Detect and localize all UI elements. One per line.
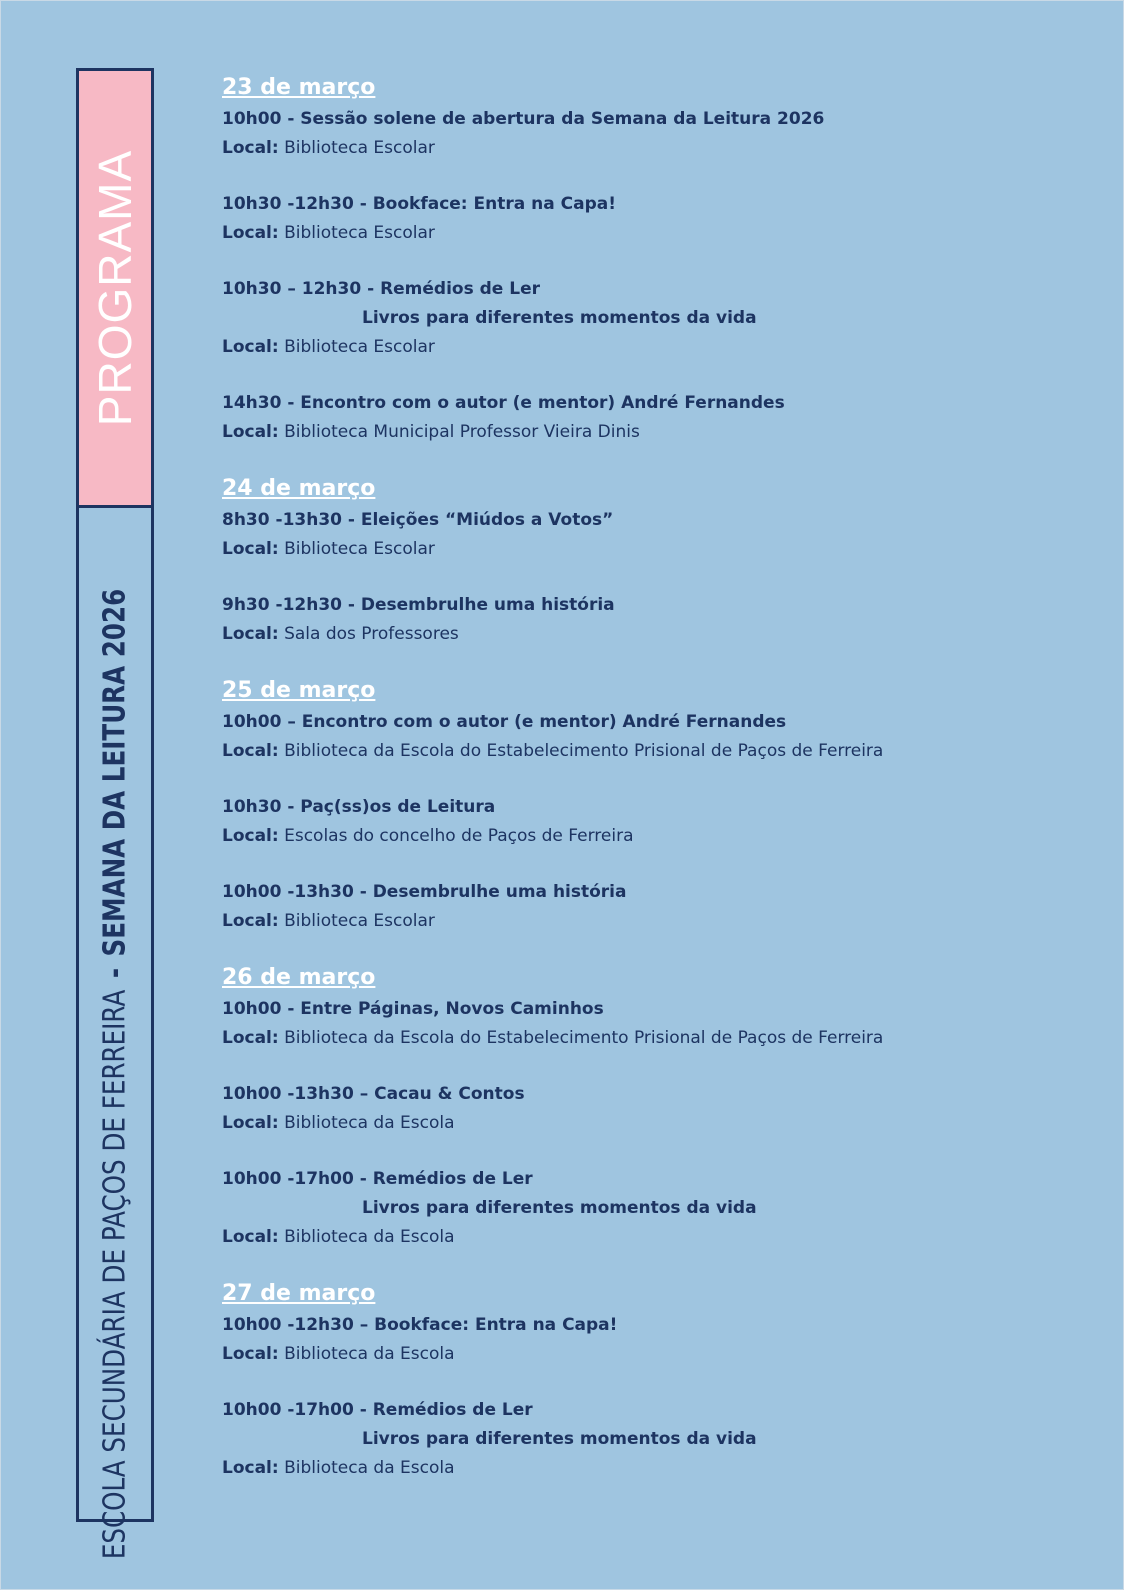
event-title: 10h00 -13h30 – Cacau & Contos [222,1084,525,1104]
event-title: 10h00 -12h30 – Bookface: Entra na Capa! [222,1315,618,1335]
location-label: Local: [222,539,279,559]
day-date: 23 de março [222,75,376,100]
location-value: Biblioteca da Escola [284,1344,455,1364]
event-title: 10h30 - Paç(ss)os de Leitura [222,797,496,817]
location-value: Biblioteca Escolar [284,223,435,243]
event-location [222,219,1102,248]
location-label: Local: [222,1458,279,1478]
event-title: 10h00 -17h00 - Remédios de Ler [222,1400,533,1420]
event-location [222,907,1102,936]
location-label: Local: [222,624,279,644]
event-item [222,1311,1102,1369]
event-location [222,134,1102,163]
event-name [98,589,133,1559]
event-location [222,333,1102,362]
event-item [222,275,1102,362]
event-item [222,995,1102,1053]
event-title: 10h30 -12h30 - Bookface: Entra na Capa! [222,194,616,214]
event-location [222,1340,1102,1369]
location-label: Local: [222,422,279,442]
event-subtitle: Livros para diferentes momentos da vida [362,1198,757,1218]
week-name: SEMANA DA LEITURA 2026 [97,588,133,957]
event-title: 8h30 -13h30 - Eleições “Miúdos a Votos” [222,510,614,530]
event-location [222,1454,1102,1483]
side-banner [76,68,154,1560]
event-location [222,737,1102,766]
day-section [222,962,1102,1252]
event-location [222,535,1102,564]
day-date: 26 de março [222,965,376,990]
location-value: Biblioteca da Escola [284,1113,455,1133]
event-subtitle: Livros para diferentes momentos da vida [362,1429,757,1449]
event-location [222,1024,1102,1053]
event-item [222,878,1102,936]
event-subtitle: Livros para diferentes momentos da vida [362,308,757,328]
school-name: ESCOLA SECUNDÁRIA DE PAÇOS DE FERREIRA [97,989,133,1560]
day-section [222,72,1102,447]
event-location [222,418,1102,447]
day-date: 27 de março [222,1281,376,1306]
location-value: Biblioteca Escolar [284,911,435,931]
location-value: Biblioteca Municipal Professor Vieira Dinis [284,422,640,442]
location-value: Escolas do concelho de Paços de Ferreira [284,826,634,846]
location-label: Local: [222,1227,279,1247]
day-section [222,473,1102,649]
location-value: Biblioteca da Escola [284,1458,455,1478]
event-title: 9h30 -12h30 - Desembrulhe uma história [222,595,615,615]
event-location [222,620,1102,649]
event-title: 10h00 – Encontro com o autor (e mentor) André Fernandes [222,712,787,732]
programa-label: PROGRAMA [89,149,141,427]
location-value: Biblioteca Escolar [284,138,435,158]
day-section [222,675,1102,936]
event-item [222,190,1102,248]
location-value: Biblioteca da Escola [284,1227,455,1247]
location-label: Local: [222,337,279,357]
event-item [222,793,1102,851]
location-label: Local: [222,138,279,158]
location-label: Local: [222,223,279,243]
event-item [222,1080,1102,1138]
location-label: Local: [222,1113,279,1133]
event-item [222,1165,1102,1252]
event-item [222,389,1102,447]
event-title: 10h30 – 12h30 - Remédios de Ler [222,279,541,299]
day-section [222,1278,1102,1483]
event-title: 10h00 -17h00 - Remédios de Ler [222,1169,533,1189]
event-location [222,822,1102,851]
event-item [222,591,1102,649]
banner-separator: - [97,967,133,979]
programa-panel [79,71,151,508]
location-label: Local: [222,911,279,931]
location-label: Local: [222,1028,279,1048]
event-item [222,105,1102,163]
event-item [222,708,1102,766]
event-item [222,506,1102,564]
location-value: Sala dos Professores [284,624,459,644]
day-date: 24 de março [222,476,376,501]
location-value: Biblioteca da Escola do Estabelecimento Prisional de Paços de Ferreira [284,1028,884,1048]
location-label: Local: [222,1344,279,1364]
location-value: Biblioteca Escolar [284,539,435,559]
event-location [222,1223,1102,1252]
event-item [222,1396,1102,1483]
event-title: 14h30 - Encontro com o autor (e mentor) André Fernandes [222,393,785,413]
event-location [222,1109,1102,1138]
location-label: Local: [222,826,279,846]
location-value: Biblioteca da Escola do Estabelecimento Prisional de Paços de Ferreira [284,741,884,761]
event-title: 10h00 - Sessão solene de abertura da Semana da Leitura 2026 [222,109,825,129]
program-schedule [222,72,1102,1509]
event-title: 10h00 -13h30 - Desembrulhe uma história [222,882,627,902]
day-date: 25 de março [222,678,376,703]
event-title: 10h00 - Entre Páginas, Novos Caminhos [222,999,604,1019]
location-value: Biblioteca Escolar [284,337,435,357]
location-label: Local: [222,741,279,761]
